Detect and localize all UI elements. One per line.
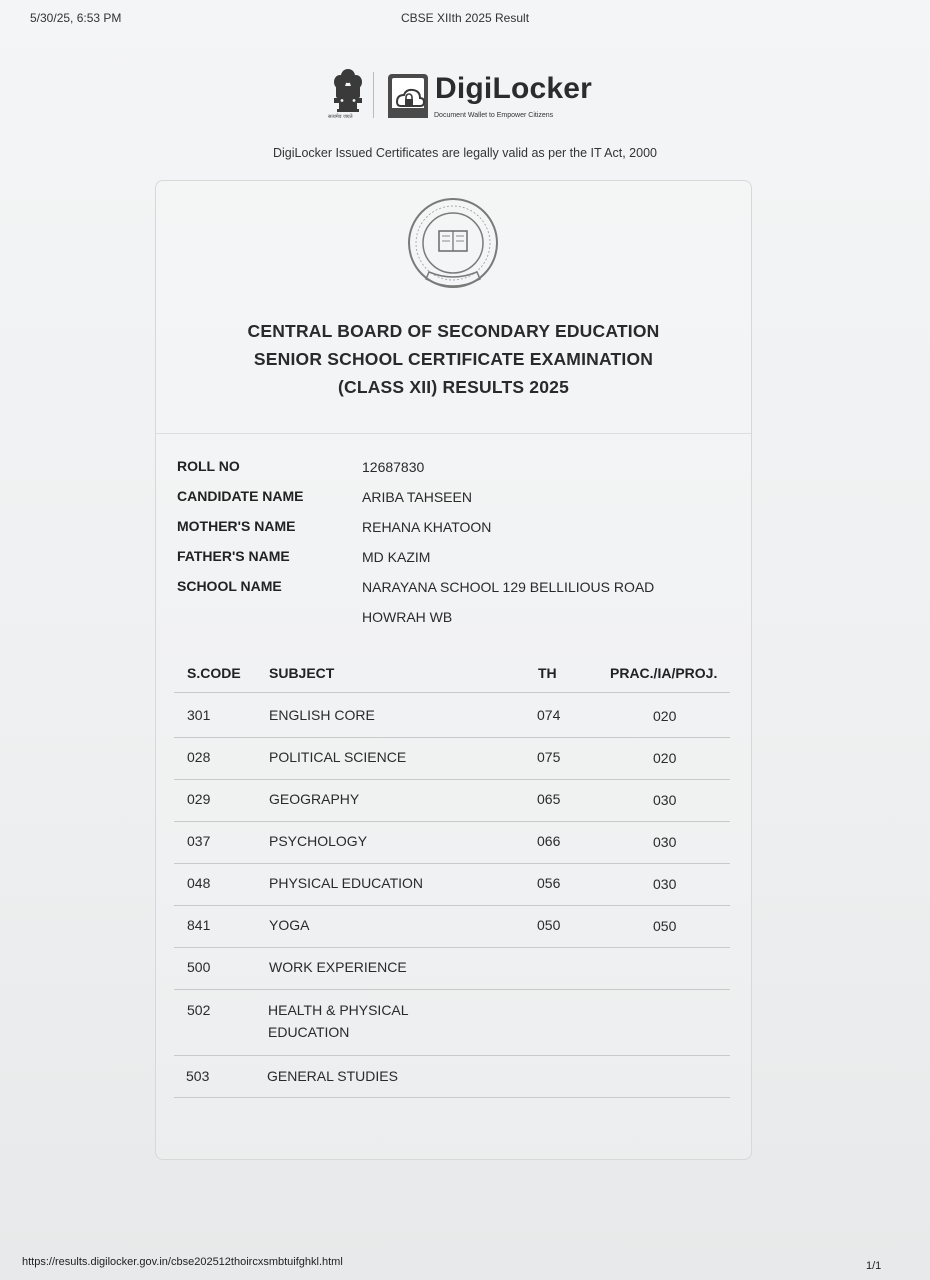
row-6-th: 050: [537, 917, 561, 933]
row-rule: [174, 947, 730, 948]
school-name-value: NARAYANA SCHOOL 129 BELLILIOUS ROAD: [362, 579, 655, 595]
row-2-prac: 020: [653, 750, 677, 766]
header-rule: [174, 692, 730, 693]
print-title: CBSE XIIth 2025 Result: [400, 11, 530, 25]
legal-validity-note: DigiLocker Issued Certificates are legally valid as per the IT Act, 2000: [273, 146, 657, 160]
col-header-subject: SUBJECT: [269, 665, 335, 681]
row-rule: [174, 989, 730, 990]
row-rule: [174, 1055, 730, 1056]
result-card: [155, 180, 752, 1160]
roll-no-value: 12687830: [362, 459, 425, 475]
mother-name-value: REHANA KHATOON: [362, 519, 492, 535]
section-divider: [156, 433, 751, 434]
school-name-label: SCHOOL NAME: [177, 578, 282, 594]
row-7-subject: WORK EXPERIENCE: [269, 959, 407, 975]
row-4-th: 066: [537, 833, 561, 849]
mother-name-label: MOTHER'S NAME: [177, 518, 296, 534]
school-name-value-line2: HOWRAH WB: [362, 609, 453, 625]
row-3-th: 065: [537, 791, 561, 807]
row-4-subject: PSYCHOLOGY: [269, 833, 368, 849]
row-5-prac: 030: [653, 876, 677, 892]
brand-tagline: Document Wallet to Empower Citizens: [434, 112, 554, 119]
digilocker-logo: [328, 64, 593, 128]
row-6-subject: YOGA: [269, 917, 310, 933]
candidate-name-value: ARIBA TAHSEEN: [362, 489, 472, 505]
page-number: 1/1: [866, 1260, 882, 1272]
row-7-code: 500: [187, 959, 211, 975]
row-rule: [174, 905, 730, 906]
row-4-prac: 030: [653, 834, 677, 850]
row-1-code: 301: [187, 707, 211, 723]
cloud-lock-icon: [386, 70, 430, 122]
row-9-subject: GENERAL STUDIES: [267, 1068, 398, 1084]
row-rule: [174, 863, 730, 864]
row-rule: [174, 1097, 730, 1098]
page-url: https://results.digilocker.gov.in/cbse202512thoircxsmbtuifghkl.html: [22, 1256, 343, 1268]
row-3-subject: GEOGRAPHY: [269, 791, 360, 807]
exam-title: SENIOR SCHOOL CERTIFICATE EXAMINATION: [253, 349, 654, 369]
row-6-code: 841: [187, 917, 211, 933]
row-rule: [174, 737, 730, 738]
col-header-prac: PRAC./IA/PROJ.: [610, 665, 718, 681]
row-5-th: 056: [537, 875, 561, 891]
brand-name: DigiLocker: [435, 72, 593, 105]
row-2-th: 075: [537, 749, 561, 765]
row-1-th: 074: [537, 707, 561, 723]
row-2-code: 028: [187, 749, 211, 765]
col-header-code: S.CODE: [187, 665, 241, 681]
row-5-subject: PHYSICAL EDUCATION: [269, 875, 424, 891]
results-year-title: (CLASS XII) RESULTS 2025: [337, 377, 570, 397]
father-name-value: MD KAZIM: [362, 549, 431, 565]
board-title: CENTRAL BOARD OF SECONDARY EDUCATION: [247, 321, 660, 341]
row-6-prac: 050: [653, 918, 677, 934]
row-8-subject: HEALTH & PHYSICAL: [268, 1002, 409, 1018]
cbse-seal-icon: [406, 195, 500, 295]
row-rule: [174, 821, 730, 822]
roll-no-label: ROLL NO: [177, 458, 240, 474]
row-8-subject-line2: EDUCATION: [268, 1024, 350, 1040]
father-name-label: FATHER'S NAME: [177, 548, 290, 564]
row-8-code: 502: [187, 1002, 211, 1018]
row-3-code: 029: [187, 791, 211, 807]
logo-divider: [373, 72, 374, 118]
row-3-prac: 030: [653, 792, 677, 808]
row-rule: [174, 779, 730, 780]
row-1-prac: 020: [653, 708, 677, 724]
row-5-code: 048: [187, 875, 211, 891]
col-header-th: TH: [538, 665, 557, 681]
row-4-code: 037: [187, 833, 211, 849]
candidate-name-label: CANDIDATE NAME: [177, 488, 304, 504]
emblem-motto: सत्यमेव जयते: [328, 114, 353, 120]
row-1-subject: ENGLISH CORE: [269, 707, 375, 723]
print-timestamp: 5/30/25, 6:53 PM: [30, 11, 122, 25]
row-9-code: 503: [186, 1068, 210, 1084]
row-2-subject: POLITICAL SCIENCE: [269, 749, 407, 765]
